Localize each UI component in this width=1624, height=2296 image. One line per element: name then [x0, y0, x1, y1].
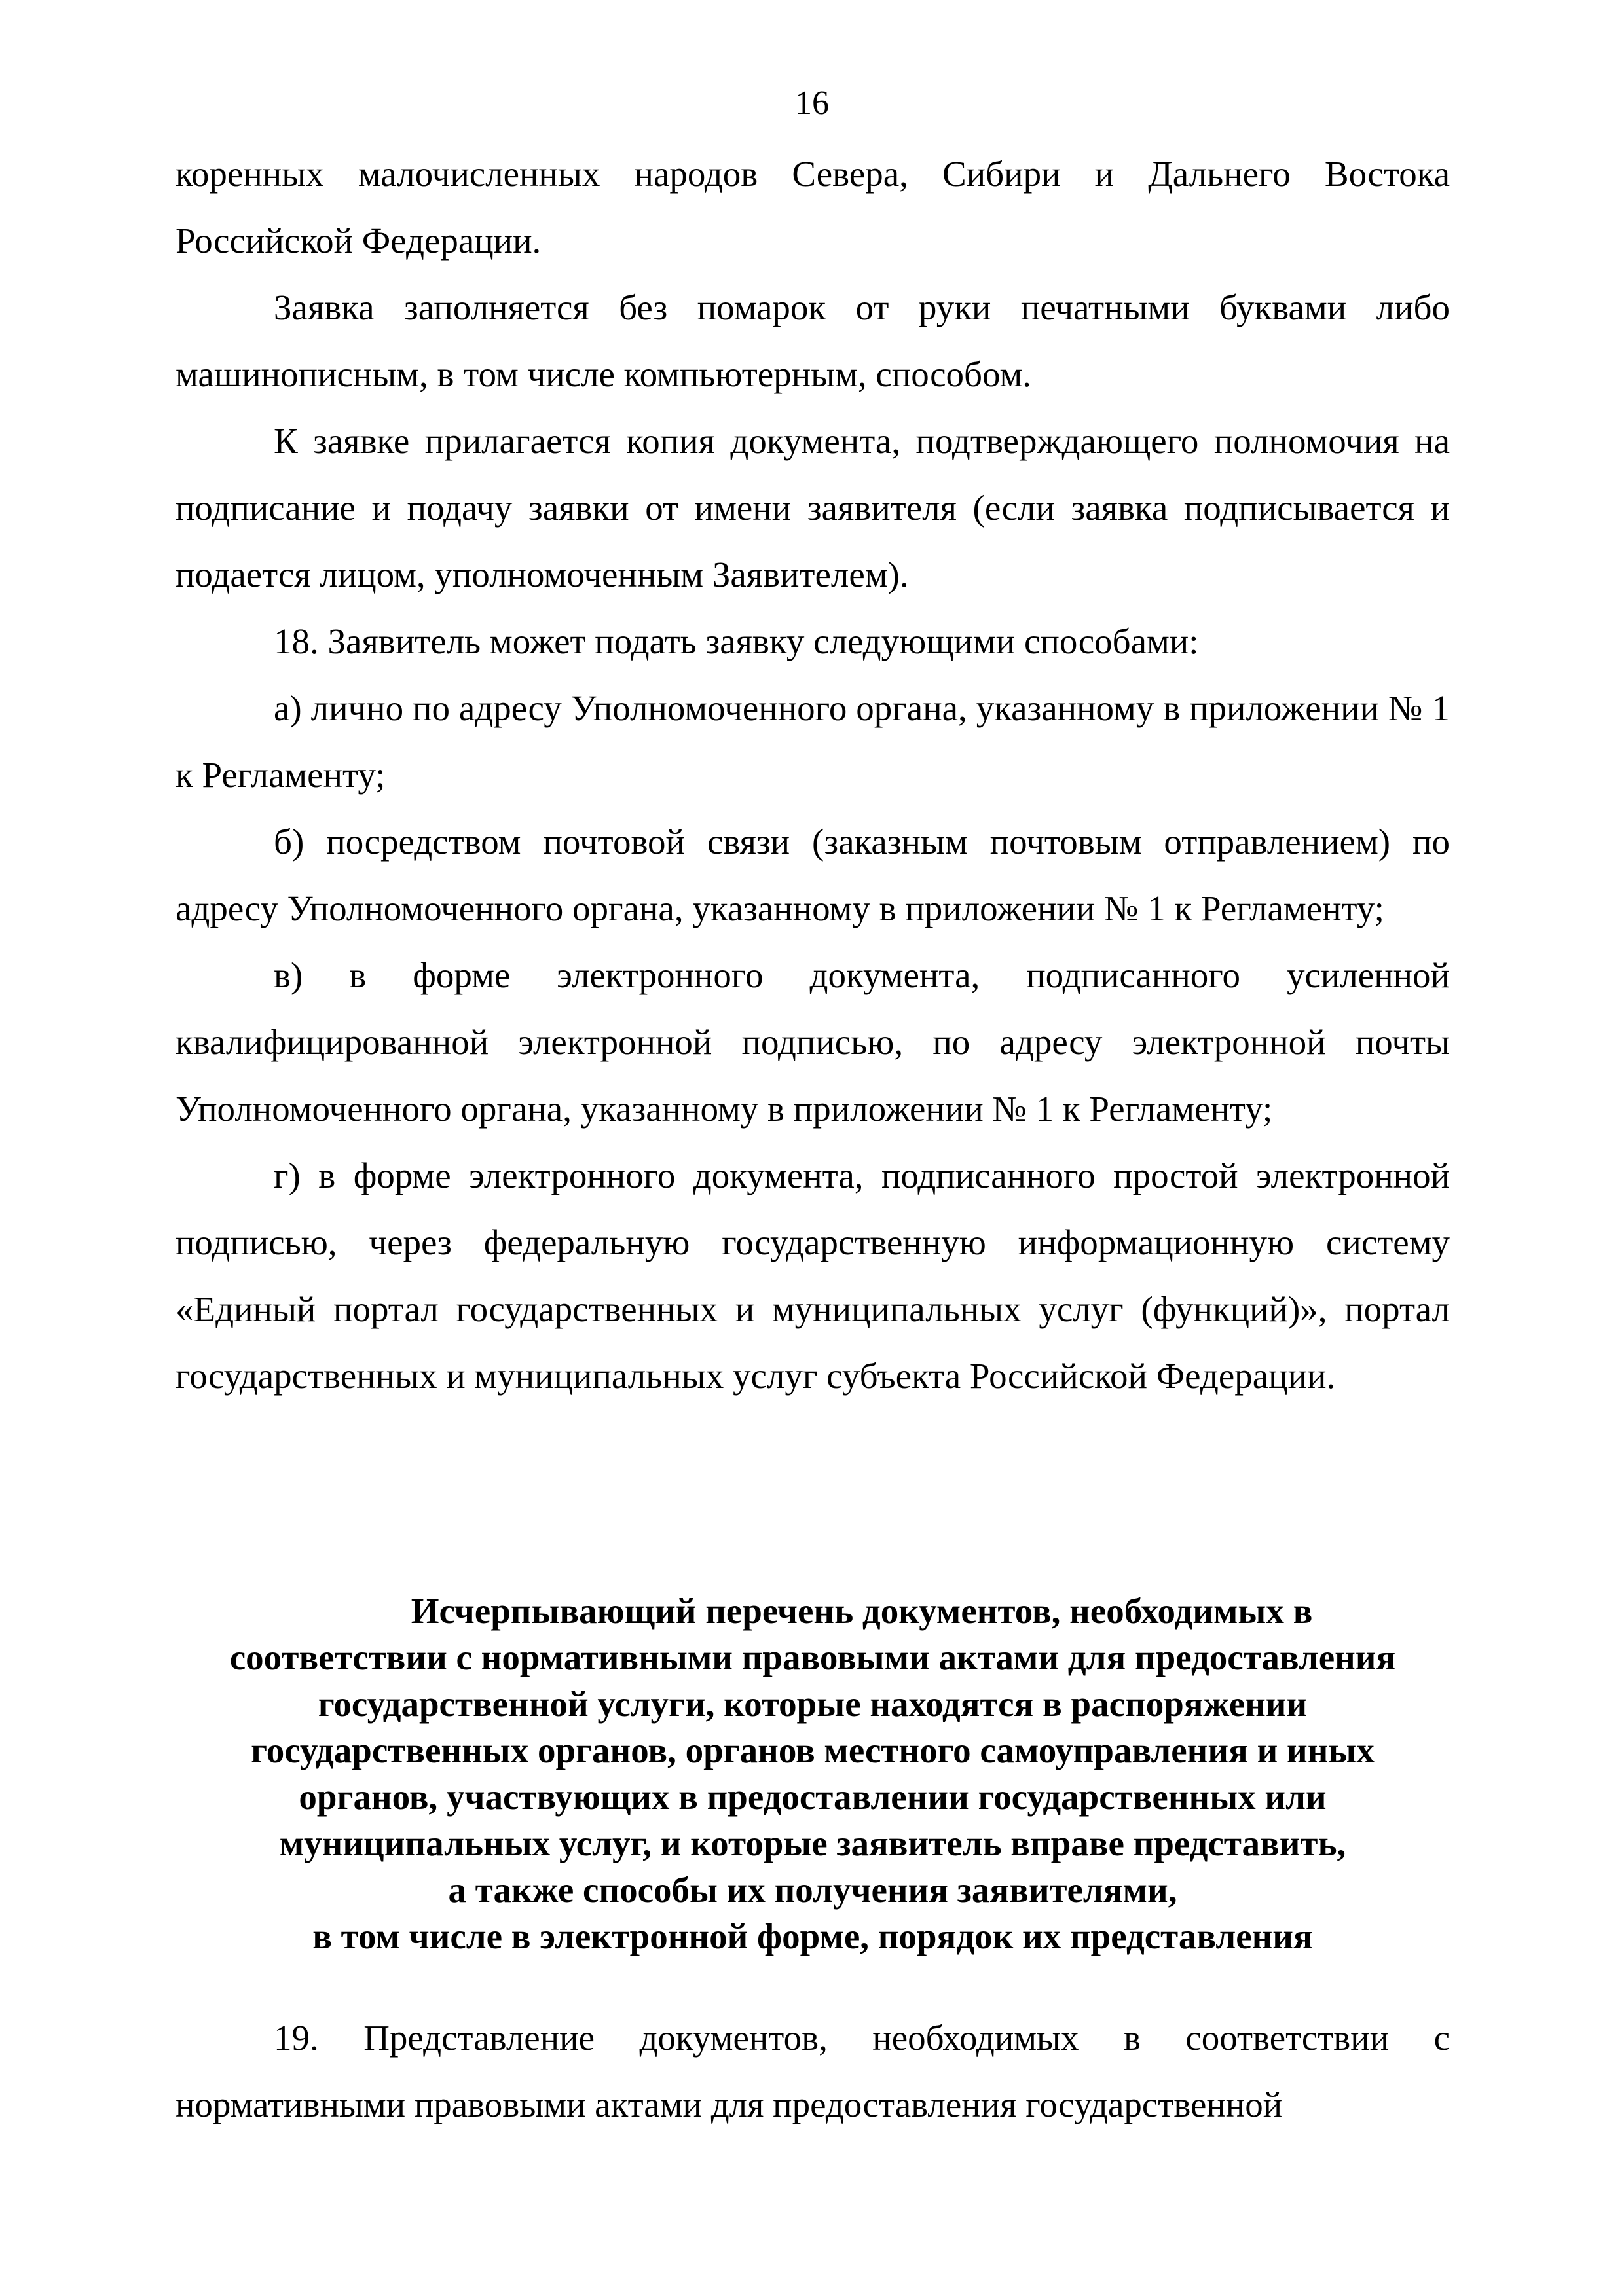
paragraph-application-filling: Заявка заполняется без помарок от руки печатными буквами либо машинописным, в том числе компьютерным, способом. — [175, 287, 1450, 394]
list-item-a: а) лично по адресу Уполномоченного органа, указанному в приложении № 1 к Регламенту; — [175, 688, 1450, 795]
heading-line-5: органов, участвующих в предоставлении государственных или — [299, 1777, 1327, 1817]
heading-line-2: соответствии с нормативными правовыми актами для предоставления — [229, 1637, 1396, 1677]
paragraph-continuation: коренных малочисленных народов Севера, Сибири и Дальнего Востока Российской Федерации. — [175, 154, 1450, 261]
paragraph-18-methods: 18. Заявитель может подать заявку следующими способами: — [274, 621, 1199, 661]
page-number: 16 — [795, 84, 829, 122]
paragraph-19: 19. Представление документов, необходимых в соответствии с нормативными правовыми актами для предоставления государственной — [175, 2018, 1450, 2124]
document-body — [175, 141, 1450, 1410]
heading-line-4: государственных органов, органов местного самоуправления и иных — [251, 1730, 1375, 1770]
list-item-g: г) в форме электронного документа, подписанного простой электронной подписью, через федеральную государственную информационную систему «Единый портал государственных и муниципальных услуг (функций)», портал государственных и муниципальных услуг субъекта Российской Федерации. — [175, 1156, 1450, 1396]
heading-line-8: в том числе в электронной форме, порядок их представления — [312, 1916, 1313, 1956]
heading-line-1: Исчерпывающий перечень документов, необходимых в — [411, 1591, 1313, 1631]
paragraph-application-attachment: К заявке прилагается копия документа, подтверждающего полномочия на подписание и подачу заявки от имени заявителя (если заявка подписывается и подается лицом, уполномоченным Заявителем). — [175, 421, 1450, 594]
list-item-v: в) в форме электронного документа, подписанного усиленной квалифицированной электронной подписью, по адресу электронной почты Уполномоченного органа, указанному в приложении № 1 к Регламенту; — [175, 955, 1450, 1129]
heading-line-6: муниципальных услуг, и которые заявитель вправе представить, — [279, 1823, 1346, 1863]
heading-line-3: государственной услуги, которые находятся в распоряжении — [318, 1684, 1308, 1724]
list-item-b: б) посредством почтовой связи (заказным почтовым отправлением) по адресу Уполномоченного органа, указанному в приложении № 1 к Регламенту; — [175, 822, 1450, 928]
heading-line-7: а также способы их получения заявителями, — [448, 1870, 1177, 1910]
document-body-continued — [175, 2005, 1450, 2138]
section-heading — [175, 1588, 1450, 1959]
